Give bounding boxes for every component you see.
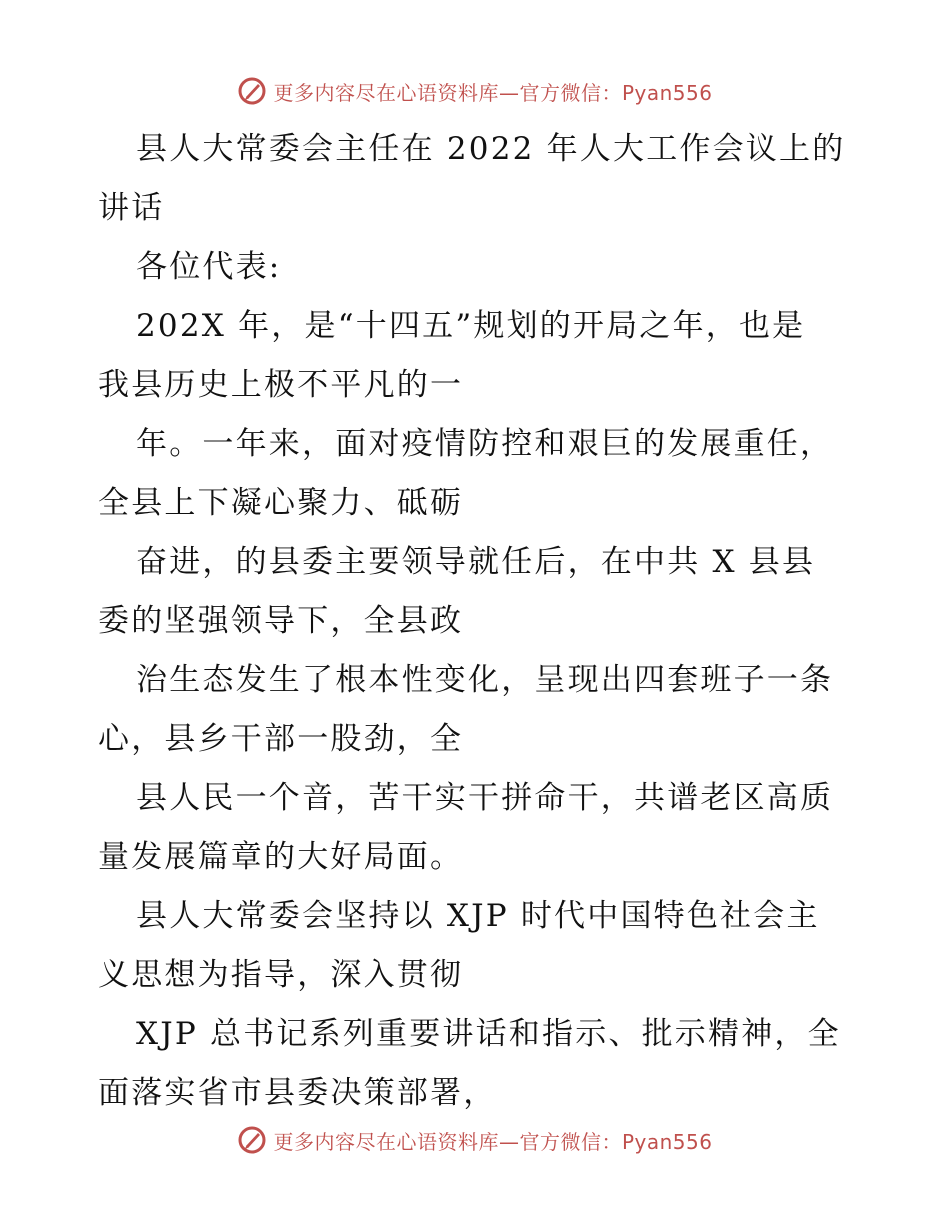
text-line: 全县上下凝心聚力、砥砺	[98, 485, 464, 521]
header-banner	[0, 74, 950, 108]
title-paragraph	[98, 120, 858, 238]
footer-banner-text: 更多内容尽在心语资料库—官方微信：Pyan556	[273, 1129, 713, 1154]
quill-circle-icon	[237, 76, 267, 106]
body-paragraph	[98, 533, 858, 651]
text-line: 心，县乡干部一股劲，全	[98, 721, 464, 757]
body-paragraph	[98, 1005, 858, 1123]
text-line: XJP 总书记系列重要讲话和指示、批示精神，全	[136, 1016, 841, 1052]
text-line: 义思想为指导，深入贯彻	[98, 957, 464, 993]
salutation-paragraph	[98, 238, 858, 297]
body-paragraph	[98, 887, 858, 1005]
text-line: 量发展篇章的大好局面。	[98, 839, 464, 875]
document-body	[98, 120, 858, 1123]
text-line: 年。一年来，面对疫情防控和艰巨的发展重任，	[136, 426, 834, 462]
text-line: 县人大常委会主任在 2022 年人大工作会议上的	[136, 131, 846, 167]
body-paragraph	[98, 297, 858, 415]
footer-banner	[0, 1123, 950, 1157]
text-line: 委的坚强领导下，全县政	[98, 603, 464, 639]
text-line: 各位代表:	[136, 249, 282, 285]
text-line: 县人民一个音，苦干实干拼命干，共谱老区高质	[136, 780, 834, 816]
body-paragraph	[98, 415, 858, 533]
text-line: 202X 年，是“十四五”规划的开局之年，也是	[136, 308, 806, 344]
header-banner-text: 更多内容尽在心语资料库—官方微信：Pyan556	[273, 80, 713, 105]
quill-circle-icon	[237, 1125, 267, 1155]
text-line: 面落实省市县委决策部署，	[98, 1075, 497, 1111]
text-line: 讲话	[98, 190, 165, 226]
body-paragraph	[98, 651, 858, 769]
text-line: 县人大常委会坚持以 XJP 时代中国特色社会主	[136, 898, 820, 934]
text-line: 奋进，的县委主要领导就任后，在中共 X 县县	[136, 544, 816, 580]
text-line: 治生态发生了根本性变化，呈现出四套班子一条	[136, 662, 834, 698]
text-line: 我县历史上极不平凡的一	[98, 367, 464, 403]
body-paragraph	[98, 769, 858, 887]
